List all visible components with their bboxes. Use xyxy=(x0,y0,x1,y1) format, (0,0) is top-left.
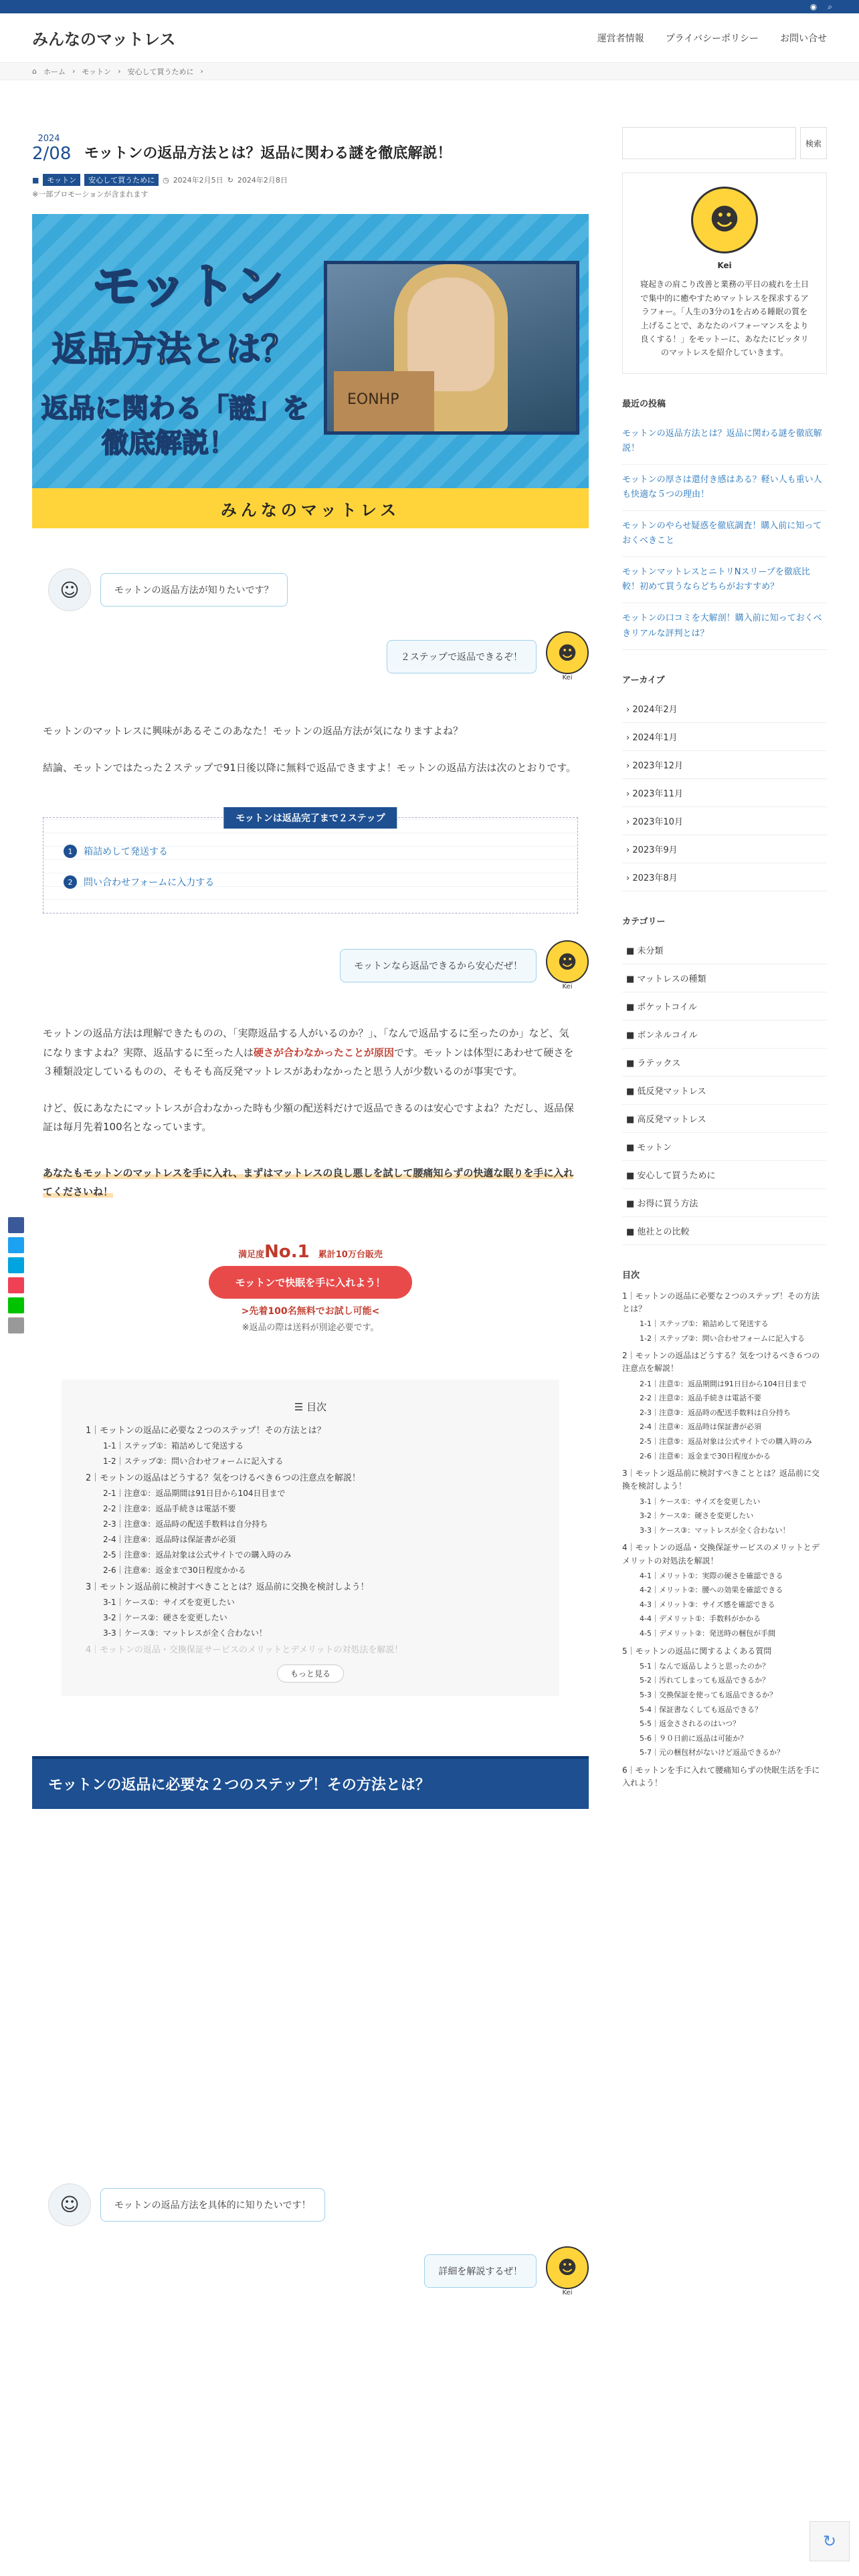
paragraph: 結論、モットンではたった２ステップで91日後以降に無料で返品できますよ！モットンの返品方法は次のとおりです。 xyxy=(43,761,577,774)
archive-link[interactable]: › 2024年2月 xyxy=(622,695,827,723)
profile-bio: 寝起きの肩こり改善と業務の平日の疲れを土日で集中的に癒やすためマットレスを探求するアラフォー。「人生の3分の1を占める睡眠の質を上げることで、あなたのパフォーマンスをより良くする！」をモットーに、あなたにピッタリのマットレスを紹介していきます。 xyxy=(640,280,809,358)
cta-badge: 満足度No.1 累計10万台販売 xyxy=(238,1241,383,1262)
category-link[interactable]: ■ マットレスの種類 xyxy=(622,964,827,992)
section-heading: モットンの返品に必要な２つのステップ！その方法とは？ xyxy=(32,1756,589,1809)
hatena-icon[interactable] xyxy=(8,1257,24,1273)
archive-link[interactable]: › 2023年10月 xyxy=(622,807,827,835)
eyecatch-band: みんなのマットレス xyxy=(32,488,589,528)
category-link[interactable]: ■ 未分類 xyxy=(622,936,827,964)
toc-num: 2｜ xyxy=(86,1473,100,1483)
dialog-q1 xyxy=(32,568,589,611)
global-nav xyxy=(597,31,827,45)
sidebar-toc-subitem[interactable]: 3-3｜ケース③：マットレスが全く合わない！ xyxy=(640,1525,790,1535)
dialog-a1 xyxy=(32,631,589,681)
archive-title: アーカイブ xyxy=(622,675,665,685)
sidebar-toc-subitem[interactable]: 5-4｜保証書なくしても返品できる？ xyxy=(640,1705,762,1714)
toc-link[interactable]: モットン返品前に検討すべきこととは？返品前に交換を検討しよう！ xyxy=(100,1582,369,1592)
toc-num: 3｜ xyxy=(86,1582,100,1592)
folder-icon: ■ xyxy=(32,175,39,185)
site-header xyxy=(0,13,859,63)
sidebar-toc-item[interactable]: 3｜モットン返品前に検討すべきこととは？返品前に交換を検討しよう！ xyxy=(622,1469,820,1491)
toc-item[interactable] xyxy=(86,1471,535,1483)
sidebar-toc-item[interactable]: 5｜モットンの返品に関するよくある質問 xyxy=(622,1646,772,1656)
copy-icon[interactable] xyxy=(8,1317,24,1333)
post-meta xyxy=(32,174,288,186)
sidebar-toc-subitem[interactable]: 4-4｜デメリット①：手数料がかかる xyxy=(640,1614,761,1624)
breadcrumb xyxy=(0,63,859,80)
sidebar-toc-subitem[interactable]: 1-1｜ステップ①：箱詰めして発送する xyxy=(640,1319,769,1329)
dialog-q3 xyxy=(32,2183,589,2226)
sidebar-toc-subitem[interactable]: 2-5｜注意⑤：返品対象は公式サイトでの購入時のみ xyxy=(640,1436,813,1446)
sidebar-toc-subitem[interactable]: 2-4｜注意④：返品時は保証書が必須 xyxy=(640,1422,761,1432)
sidebar-toc-subitem[interactable]: 5-3｜交換保証を使っても返品できるか？ xyxy=(640,1691,777,1700)
archive-link[interactable]: › 2023年11月 xyxy=(622,779,827,807)
speech-bubble: 詳細を解説するぜ！ xyxy=(424,2254,537,2288)
chevron-right-icon: › xyxy=(118,67,121,76)
cta-button[interactable]: モットンで快眠を手に入れよう！ xyxy=(209,1266,413,1299)
nav-about[interactable]: 運営者情報 xyxy=(597,33,644,44)
sidebar-toc-subitem[interactable]: 4-2｜メリット②：腰への効果を確認できる xyxy=(640,1586,783,1595)
recaptcha-icon[interactable]: ↻ xyxy=(809,2521,850,2561)
promo-note: ※一部プロモーションが含まれます xyxy=(32,190,149,199)
archive-link[interactable]: › 2023年8月 xyxy=(622,863,827,891)
category-link[interactable]: ■ 安心して買うために xyxy=(622,1161,827,1189)
nav-privacy[interactable]: プライバシーポリシー xyxy=(665,33,759,44)
toc-more-button[interactable]: もっと見る xyxy=(277,1665,344,1683)
category-link[interactable]: ■ ボンネルコイル xyxy=(622,1021,827,1049)
toc-item[interactable] xyxy=(86,1642,535,1655)
breadcrumb-subcategory[interactable]: 安心して買うために xyxy=(127,67,194,76)
rss-icon[interactable]: ◉ xyxy=(809,2,818,11)
post-day: 2/08 xyxy=(32,144,72,164)
category-link[interactable]: ■ ポケットコイル xyxy=(622,992,827,1021)
breadcrumb-category[interactable]: モットン xyxy=(82,67,112,76)
kei-avatar-icon: ☻ xyxy=(691,187,758,253)
archive-link[interactable]: › 2023年9月 xyxy=(622,835,827,863)
category-link[interactable]: ■ お得に買う方法 xyxy=(622,1189,827,1217)
top-bar xyxy=(0,0,859,13)
post-date xyxy=(32,134,72,164)
sidebar-toc-subitem[interactable]: 4-3｜メリット③：サイズ感を確認できる xyxy=(640,1600,775,1609)
clock-icon: ◷ xyxy=(163,175,169,185)
category-title: カテゴリー xyxy=(622,916,666,927)
sidebar-toc-subitem[interactable]: 5-6｜９０日前に返品は可能か？ xyxy=(640,1733,747,1743)
toc-subitem[interactable]: 2-4｜注意④：返品時は保証書が必須 xyxy=(103,1534,236,1544)
kei-avatar-icon: ☻ xyxy=(546,631,589,674)
speech-bubble: ２ステップで返品できるぞ！ xyxy=(387,640,537,673)
category-link[interactable]: ■ 他社との比較 xyxy=(622,1217,827,1245)
updated-date: 2024年2月8日 xyxy=(237,176,288,185)
toc-subitem[interactable]: 1-1｜ステップ①：箱詰めして発送する xyxy=(103,1440,244,1451)
category-link[interactable]: ■ 低反発マットレス xyxy=(622,1077,827,1105)
archive-link[interactable]: › 2024年1月 xyxy=(622,723,827,751)
kei-avatar-icon: ☻ xyxy=(546,2246,589,2289)
cta-note: ※返品の際は送料が別途必要です。 xyxy=(242,1322,379,1333)
toc-link[interactable]: モットンの返品はどうする？気をつけるべき６つの注意点を解説！ xyxy=(100,1473,361,1483)
category-link[interactable]: ■ ラテックス xyxy=(622,1049,827,1077)
twitter-icon[interactable] xyxy=(8,1237,24,1253)
step-item[interactable]: 1 箱詰めして発送する xyxy=(64,845,557,858)
paragraph: モットンのマットレスに興味があるそこのあなた！モットンの返品方法が気になりますよね？ xyxy=(43,725,464,737)
step-box xyxy=(43,813,578,914)
sidebar-toc-subitem[interactable]: 3-1｜ケース①：サイズを変更したい xyxy=(640,1497,761,1506)
sidebar-toc-subitem[interactable]: 5-2｜汚れてしまっても返品できるか？ xyxy=(640,1676,769,1685)
recent-post-link[interactable]: モットンマットレスとニトリNスリープを徹底比較！初めて買うならどちらがおすすめ？ xyxy=(622,557,827,603)
sidebar-toc-subitem[interactable]: 3-2｜ケース②：硬さを変更したい xyxy=(640,1511,754,1521)
breadcrumb-home[interactable]: ホーム xyxy=(43,67,66,76)
toc-subitem[interactable]: 2-2｜注意②：返品手続きは電話不要 xyxy=(103,1503,236,1513)
cta-block xyxy=(32,1242,589,1333)
toc-subitem[interactable]: 1-2｜ステップ②：問い合わせフォームに記入する xyxy=(103,1456,284,1466)
avatar-name: Kei xyxy=(562,983,573,990)
speech-bubble: モットンの返品方法が知りたいです？ xyxy=(100,573,288,607)
dialog-a3 xyxy=(32,2246,589,2296)
sidebar-toc-item[interactable]: 2｜モットンの返品はどうする？気をつけるべき６つの注意点を解説！ xyxy=(622,1351,820,1374)
home-icon: ⌂ xyxy=(32,67,37,76)
sidebar-toc-subitem[interactable]: 2-3｜注意③：返品時の配送手数料は自分持ち xyxy=(640,1408,791,1417)
eyecatch-title: モットン xyxy=(92,258,284,314)
sidebar-toc-subitem[interactable]: 2-2｜注意②：返品手続きは電話不要 xyxy=(640,1394,761,1403)
sidebar-toc-item[interactable]: 6｜モットンを手に入れて腰痛知らずの快眠生活を手に入れよう！ xyxy=(622,1765,820,1788)
tag-safe-buy[interactable]: 安心して買うために xyxy=(84,174,159,186)
step-item[interactable]: 2 問い合わせフォームに入力する xyxy=(64,875,557,889)
avatar-name: Kei xyxy=(562,674,573,681)
category-link[interactable]: ■ 高反発マットレス xyxy=(622,1105,827,1133)
pocket-icon[interactable] xyxy=(8,1277,24,1293)
toc-title: ☰ 目次 xyxy=(294,1400,327,1413)
man-avatar-icon: ☺ xyxy=(48,568,91,611)
toc-link[interactable]: モットンの返品に必要な２つのステップ！その方法とは？ xyxy=(100,1425,326,1436)
sidebar xyxy=(622,127,827,1790)
sidebar-toc-subitem[interactable]: 5-7｜元の梱包材がないけど返品できるか？ xyxy=(640,1748,784,1757)
toc-item[interactable] xyxy=(86,1580,535,1592)
list-icon: ☰ xyxy=(294,1400,304,1413)
published-date: 2024年2月5日 xyxy=(173,176,223,185)
sidebar-toc-title: 目次 xyxy=(622,1270,640,1281)
profile-card xyxy=(622,173,827,374)
cta-sub: >先着100名無料でお試し可能< xyxy=(241,1305,380,1317)
recent-post-link[interactable]: モットンの返品方法とは？返品に関わる謎を徹底解説！ xyxy=(622,419,827,465)
sidebar-toc-subitem[interactable]: 5-5｜返金さされるのはいつ？ xyxy=(640,1719,740,1729)
profile-name: Kei xyxy=(717,261,732,270)
toc-subitem[interactable]: 3-1｜ケース①：サイズを変更したい xyxy=(103,1597,235,1607)
dialog-a2 xyxy=(32,940,589,990)
sidebar-toc-item[interactable]: 1｜モットンの返品に必要な２つのステップ！その方法とは？ xyxy=(622,1291,820,1313)
nav-contact[interactable]: お問い合せ xyxy=(780,33,827,44)
toc-num: 1｜ xyxy=(86,1425,100,1436)
eyecatch-subtitle: 返品方法とは？ xyxy=(52,330,296,370)
recent-post-link[interactable]: モットンのやらせ疑惑を徹底調査！購入前に知っておくべきこと xyxy=(622,511,827,557)
kei-avatar-icon: ☻ xyxy=(546,940,589,983)
search-form xyxy=(622,127,827,159)
table-of-contents xyxy=(62,1380,559,1696)
step-box-title: モットンは返品完了まで２ステップ xyxy=(223,807,397,829)
toc-link[interactable]: モットンの返品・交換保証サービスのメリットとデメリットの対処法を解説！ xyxy=(100,1644,403,1655)
sidebar-toc-subitem[interactable]: 5-1｜なんで返品しようと思ったのか？ xyxy=(640,1661,769,1671)
chevron-right-icon: › xyxy=(72,67,76,76)
eyecatch-image xyxy=(32,214,589,528)
line-icon[interactable] xyxy=(8,1297,24,1313)
search-button[interactable]: 検索 xyxy=(800,127,827,159)
man-avatar-icon: ☺ xyxy=(48,2183,91,2226)
main-content xyxy=(32,80,589,2296)
paragraph: モットンの返品方法は理解できたものの、「実際返品する人がいるのか？」、「なんで返品するに至ったのか」など、気になりますよね？実際、返品するに至った人は硬さが合わなかったことが原因です。モットンは体型にあわせて硬さを３種類設定しているものの、そもそも高反発マットレスがあわなかったと思う人が少数いるのが事実です。 xyxy=(43,1027,574,1077)
sidebar-toc-subitem[interactable]: 2-6｜注意⑥：返金まで30日程度かかる xyxy=(640,1451,771,1461)
avatar-name: Kei xyxy=(562,2288,573,2296)
category-link[interactable]: ■ モットン xyxy=(622,1133,827,1161)
post-header xyxy=(32,134,589,207)
toc-subitem[interactable]: 2-1｜注意①：返品期間は91日目から104日目まで xyxy=(103,1488,286,1498)
sidebar-toc-subitem[interactable]: 4-1｜メリット①：実際の硬さを確認できる xyxy=(640,1571,783,1580)
post-year: 2024 xyxy=(37,134,60,144)
facebook-icon[interactable] xyxy=(8,1217,24,1233)
post-title: モットンの返品方法とは？返品に関わる謎を徹底解説！ xyxy=(84,145,452,162)
sidebar-toc-subitem[interactable]: 1-2｜ステップ②：問い合わせフォームに記入する xyxy=(640,1333,805,1343)
toc-item[interactable] xyxy=(86,1423,535,1436)
refresh-icon: ↻ xyxy=(227,175,233,185)
recent-post-link[interactable]: モットンの口コミを大解剖！購入前に知っておくべきリアルな評判とは？ xyxy=(622,603,827,649)
sidebar-toc-item[interactable]: 4｜モットンの返品・交換保証サービスのメリットとデメリットの対処法を解説！ xyxy=(622,1543,820,1566)
toc-subitem[interactable]: 2-3｜注意③：返品時の配送手数料は自分持ち xyxy=(103,1519,268,1529)
site-title[interactable]: みんなのマットレス xyxy=(32,30,176,49)
search-input[interactable] xyxy=(622,127,796,159)
tag-motton[interactable]: モットン xyxy=(43,174,80,186)
sidebar-toc-subitem[interactable]: 4-5｜デメリット②：発送時の梱包が手間 xyxy=(640,1629,775,1638)
search-icon[interactable]: ⌕ xyxy=(828,1,832,11)
toc-num: 4｜ xyxy=(86,1644,100,1655)
paragraph: けど、仮にあなたにマットレスが合わなかった時も少額の配送料だけで返品できるのは安心ですよね？ただし、返品保証は毎月先着100名となっています。 xyxy=(43,1101,574,1133)
box-label: EONHP xyxy=(334,371,434,431)
toc-subitem[interactable]: 3-3｜ケース③：マットレスが全く合わない！ xyxy=(103,1628,267,1638)
toc-subitem[interactable]: 2-6｜注意⑥：返金まで30日程度かかる xyxy=(103,1565,246,1575)
toc-subitem[interactable]: 3-2｜ケース②：硬さを変更したい xyxy=(103,1612,227,1622)
paragraph: あなたもモットンのマットレスを手に入れ、まずはマットレスの良し悪しを試して腰痛知らずの快適な眠りを手に入れてくださいね！ xyxy=(43,1166,574,1198)
chevron-right-icon: › xyxy=(200,67,203,76)
sidebar-toc-subitem[interactable]: 2-1｜注意①：返品期間は91日目から104日目まで xyxy=(640,1379,807,1388)
share-buttons xyxy=(8,1217,24,1333)
speech-bubble: モットンなら返品できるから安心だぜ！ xyxy=(340,949,537,982)
archive-link[interactable]: › 2023年12月 xyxy=(622,751,827,779)
woman-photo xyxy=(324,261,579,435)
recent-post-link[interactable]: モットンの厚さは還付き感はある？軽い人も重い人も快適な５つの理由！ xyxy=(622,465,827,511)
eyecatch-caption: 返品に関わる「謎」を 徹底解説！ xyxy=(41,393,309,459)
recent-title: 最近の投稿 xyxy=(622,399,666,409)
toc-subitem[interactable]: 2-5｜注意⑤：返品対象は公式サイトでの購入時のみ xyxy=(103,1549,292,1560)
speech-bubble: モットンの返品方法を具体的に知りたいです！ xyxy=(100,2188,325,2222)
